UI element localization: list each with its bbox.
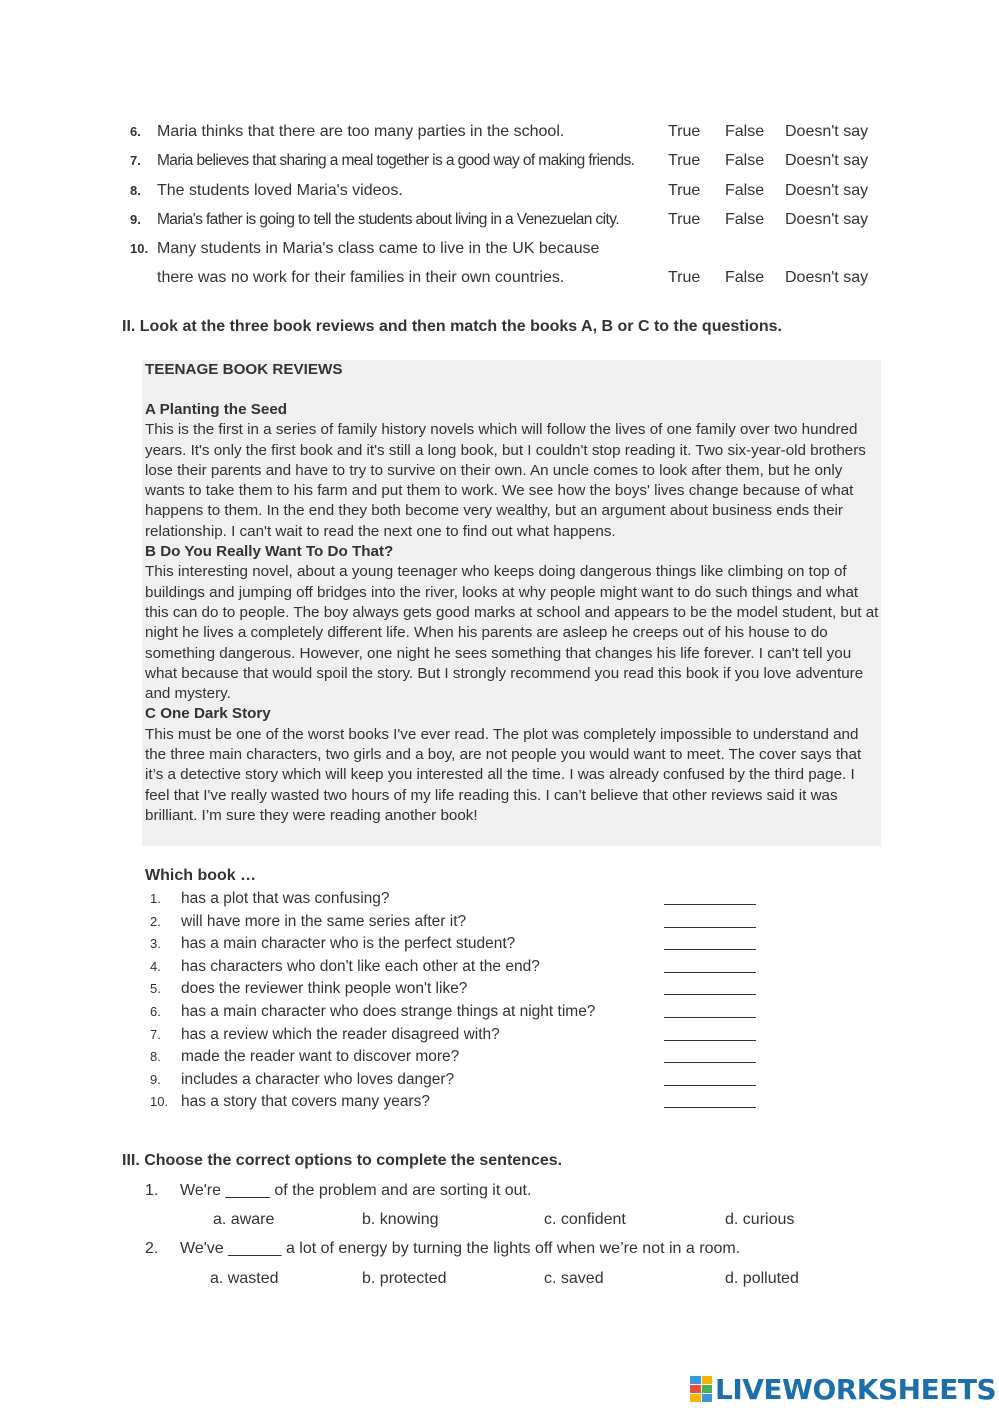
option-false[interactable]: False (725, 211, 765, 228)
review-heading: B Do You Really Want To Do That? (145, 543, 394, 561)
review-heading: C One Dark Story (145, 705, 271, 723)
question-list (150, 888, 770, 1114)
review-heading: A Planting the Seed (145, 401, 288, 418)
option-b[interactable]: b. protected (362, 1270, 447, 1287)
answer-blank[interactable] (664, 1024, 756, 1041)
tf-row (0, 149, 999, 173)
question-number: 7. (150, 1026, 161, 1042)
answer-blank[interactable] (664, 933, 756, 950)
list-item (150, 1091, 770, 1114)
review-body: This interesting novel, about a young teenager who keeps doing dangerous things like climbing on top of buildings and jumping off bridges into the river, looks at why people might want to do such things and what this can do to people. The boy always gets good marks at school and appears to be the model student, but at night he lives a completely different life. When his parents are asleep he creeps out of his house to do something dangerous. However, one night he sees something that changes his life forever. I can't tell you what because that would spoil the story. But I strongly recommend you read this book if you love adventure and mystery. (145, 563, 879, 703)
question-number: 5. (150, 981, 161, 997)
question-number: 10. (130, 241, 149, 256)
answer-blank[interactable] (664, 911, 756, 928)
question-number: 8. (150, 1049, 161, 1065)
question-text-continued: there was no work for their families in their own countries. (157, 269, 565, 286)
question-text: has a main character who does strange things at night time? (181, 1002, 596, 1020)
section-title: III. Choose the correct options to complete the sentences. (122, 1152, 563, 1169)
question-text: Maria believes that sharing a meal together is a good way of making friends. (157, 152, 635, 169)
section-title: II. Look at the three book reviews and then match the books A, B or C to the questions. (122, 318, 782, 335)
tf-row (0, 237, 999, 261)
list-item (150, 1001, 770, 1024)
question-number: 7. (130, 153, 141, 168)
tf-row (0, 179, 999, 203)
answer-blank[interactable] (664, 1069, 756, 1086)
option-doesnt-say[interactable]: Doesn't say (785, 211, 869, 228)
question-number: 9. (150, 1071, 161, 1087)
question-number: 1. (145, 1182, 159, 1199)
option-false[interactable]: False (725, 152, 765, 169)
review-body: This is the first in a series of family history novels which will follow the lives of one family over two hundred years. It's only the first book and it's still a long book, but I couldn't stop reading it. Two six-year-old brothers lose their parents and have to try to survive on their own. An uncle comes to look after them, but he only wants to take them to his farm and put them to work. We see how the boys' lives change because of what happens to them. In the end they both become very wealthy, but an argument about business ends their relationship. I can't wait to read the next one to find out what happens. (145, 421, 866, 540)
question-number: 6. (130, 124, 141, 139)
review-box (142, 360, 881, 846)
list-item (150, 956, 770, 979)
option-a[interactable]: a. aware (213, 1211, 275, 1228)
option-d[interactable]: d. curious (725, 1211, 795, 1228)
question-text: has a main character who is the perfect student? (181, 935, 516, 953)
question-number: 8. (130, 183, 141, 198)
question-text: Many students in Maria's class came to live in the UK because (157, 240, 600, 257)
question-number: 2. (145, 1240, 159, 1257)
list-item (150, 978, 770, 1001)
answer-blank[interactable] (664, 956, 756, 973)
option-doesnt-say[interactable]: Doesn't say (785, 269, 869, 286)
list-item (150, 1024, 770, 1047)
question-number: 3. (150, 936, 161, 952)
tf-row (0, 208, 999, 232)
option-false[interactable]: False (725, 123, 765, 140)
answer-blank[interactable] (664, 1046, 756, 1063)
question-text: has characters who don't like each other at the end? (181, 957, 540, 975)
mc-question (145, 1240, 741, 1258)
option-c[interactable]: c. saved (544, 1270, 604, 1287)
question-text: The students loved Maria's videos. (157, 182, 403, 199)
tf-row (0, 120, 999, 144)
which-book-label: Which book … (145, 867, 257, 884)
option-false[interactable]: False (725, 182, 765, 199)
question-text: has a plot that was confusing? (181, 890, 390, 907)
option-doesnt-say[interactable]: Doesn't say (785, 123, 869, 140)
question-text: has a review which the reader disagreed with? (181, 1025, 500, 1043)
question-text: does the reviewer think people won't like? (181, 980, 468, 998)
answer-blank[interactable] (664, 1001, 756, 1018)
question-text: has a story that covers many years? (181, 1093, 430, 1111)
option-a[interactable]: a. wasted (210, 1270, 279, 1287)
question-number: 4. (150, 958, 161, 974)
option-true[interactable]: True (668, 152, 701, 169)
mc-question (145, 1182, 532, 1200)
liveworksheets-logo[interactable] (690, 1372, 996, 1406)
list-item (150, 911, 770, 934)
option-doesnt-say[interactable]: Doesn't say (785, 152, 869, 169)
question-number: 9. (130, 212, 141, 227)
option-true[interactable]: True (668, 123, 701, 140)
option-true[interactable]: True (668, 269, 701, 286)
question-number: 2. (150, 913, 161, 929)
question-text: We've ______ a lot of energy by turning the lights off when we’re not in a room. (180, 1240, 741, 1257)
list-item (150, 888, 770, 911)
option-d[interactable]: d. polluted (725, 1270, 799, 1287)
option-c[interactable]: c. confident (544, 1211, 626, 1228)
question-number: 6. (150, 1003, 161, 1019)
option-doesnt-say[interactable]: Doesn't say (785, 182, 869, 199)
question-text: Maria's father is going to tell the students about living in a Venezuelan city. (157, 211, 619, 228)
option-false[interactable]: False (725, 269, 765, 286)
list-item (150, 1069, 770, 1092)
logo-text: LIVEWORKSHEETS (715, 1372, 997, 1406)
list-item (150, 933, 770, 956)
question-number: 1. (150, 891, 161, 906)
question-text: will have more in the same series after it? (181, 912, 467, 930)
answer-blank[interactable] (664, 1091, 756, 1108)
question-text: made the reader want to discover more? (181, 1048, 460, 1066)
question-number: 10. (150, 1094, 169, 1110)
question-text: includes a character who loves danger? (181, 1070, 455, 1088)
option-true[interactable]: True (668, 182, 701, 199)
question-text: Maria thinks that there are too many parties in the school. (157, 123, 565, 140)
list-item (150, 1046, 770, 1069)
review-box-title: TEENAGE BOOK REVIEWS (145, 361, 343, 378)
answer-blank[interactable] (664, 888, 756, 905)
question-text: We're _____ of the problem and are sorting it out. (180, 1182, 532, 1199)
review-body: This must be one of the worst books I've ever read. The plot was completely impossible to understand and the three main characters, two girls and a boy, are not people you would want to meet. The cover says that it’s a detective story which will keep you interested all the time. I was already confused by the third page. I feel that I've really wasted two hours of my life reading this. I can’t believe that other reviews said it was brilliant. I’m sure they were reading another book! (145, 725, 862, 824)
option-true[interactable]: True (668, 211, 701, 228)
option-b[interactable]: b. knowing (362, 1211, 439, 1228)
answer-blank[interactable] (664, 978, 756, 995)
logo-icon (690, 1376, 712, 1402)
tf-row-continuation (0, 266, 999, 290)
